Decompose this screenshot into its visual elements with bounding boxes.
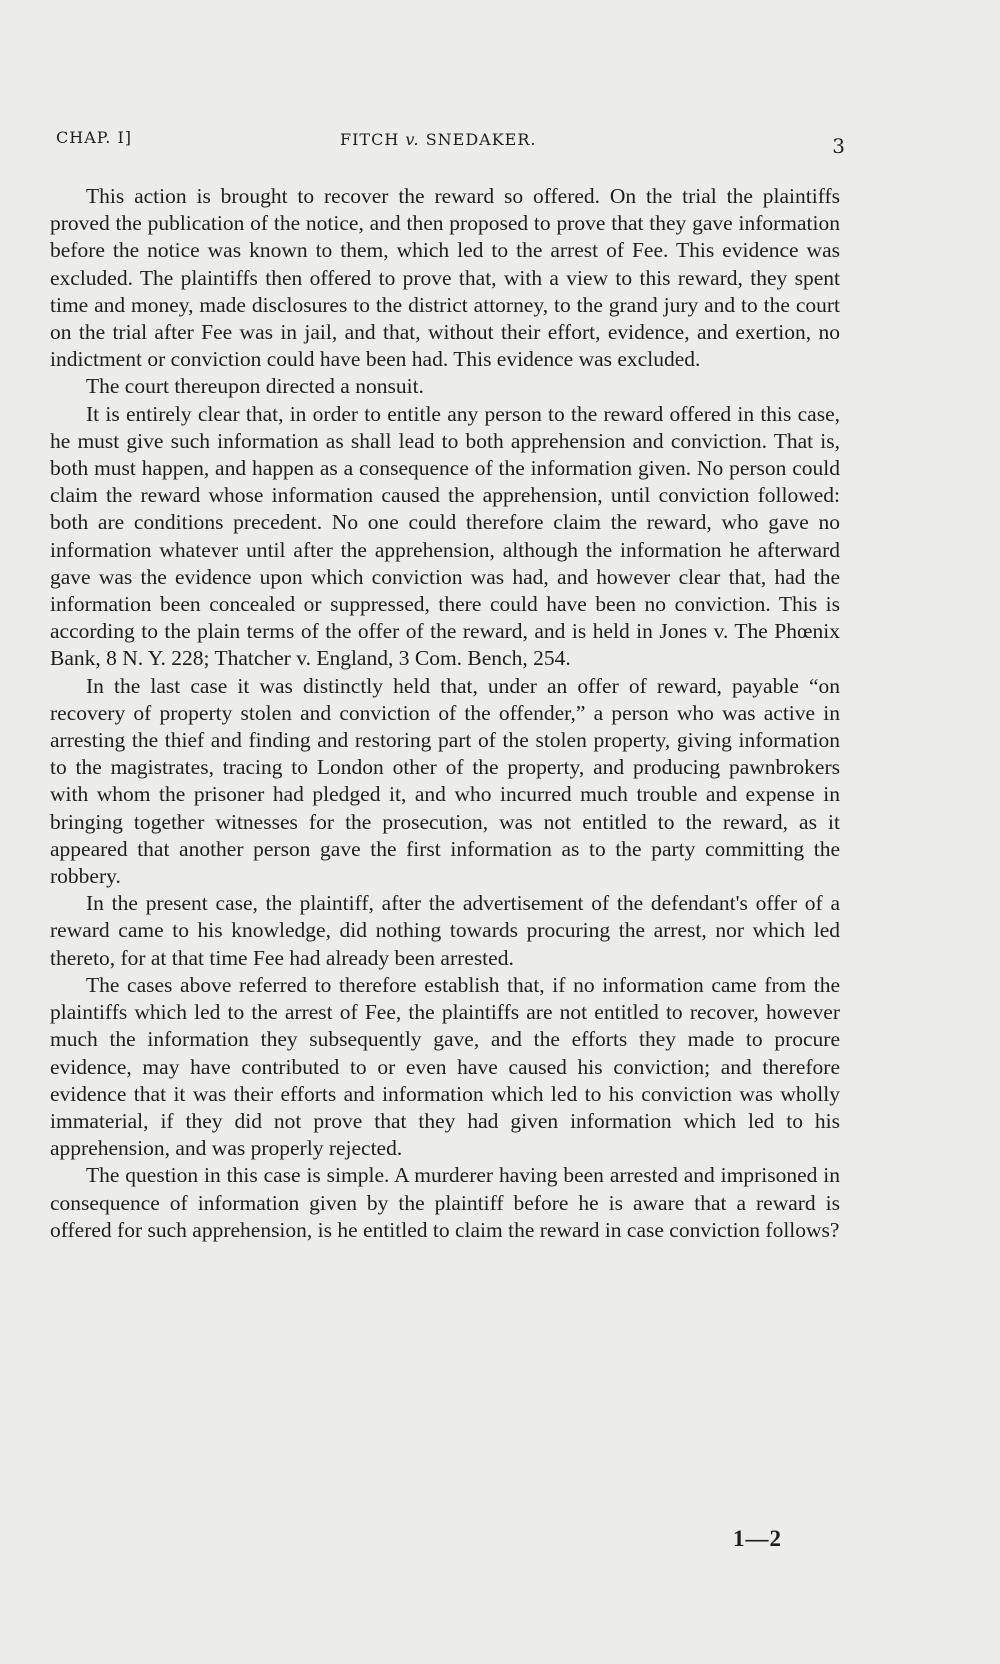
paragraph-3: It is entirely clear that, in order to entitle any person to the reward offered in this case, he must give such information as shall lead to both apprehension and conviction. That is, both must happen, and happen as a consequence of the information given. No person could claim the reward whose information caused the apprehension, until conviction followed: both are conditions precedent. No one could therefore claim the reward, who gave no information whatever until after the apprehension, although the information he afterward gave was the evidence upon which conviction was had, and however clear that, had the information been concealed or suppressed, there could have been no conviction. This is according to the plain terms of the offer of the reward, and is held in Jones v. The Phœnix Bank, 8 N. Y. 228; Thatcher v. England, 3 Com. Bench, 254. — [50, 401, 840, 671]
paragraph-5: In the present case, the plaintiff, after the advertisement of the defendant's offer of a reward came to his knowledge, did nothing towards procuring the arrest, nor which led thereto, for at that time Fee had already been arrested. — [50, 891, 840, 970]
paragraph-2: The court thereupon directed a nonsuit. — [86, 374, 424, 399]
running-head — [56, 128, 846, 158]
paragraph-7: The question in this case is simple. A murderer having been arrested and imprisoned in consequence of information given by the plaintiff before he is aware that a reward is offered for such apprehension, is he entitled to claim the reward in case conviction follows? — [50, 1163, 840, 1242]
paragraph-4: In the last case it was distinctly held that, under an offer of reward, payable “on recovery of property stolen and conviction of the offender,” a person who was active in arresting the thief and finding and restoring part of the stolen property, giving information to the magistrates, tracing to London other of the property, and producing pawnbrokers with whom the prisoner had pledged it, and who incurred much trouble and expense in bringing together witnesses for the prosecution, was not entitled to the reward, as it appeared that another person gave the first information as to the party committing the robbery. — [50, 673, 840, 889]
running-title-after: SNEDAKER. — [419, 130, 537, 149]
running-title — [340, 130, 536, 149]
page-number: 3 — [832, 134, 846, 158]
paragraph-1: This action is brought to recover the reward so offered. On the trial the plaintiffs proved the publication of the notice, and then proposed to prove that they gave information before the notice was known to them, which led to the arrest of Fee. This evidence was excluded. The plaintiffs then offered to prove that, with a view to this reward, they spent time and money, made disclosures to the district attorney, to the grand jury and to the court on the trial after Fee was in jail, and that, without their effort, evidence, and exertion, no indictment or conviction could have been had. This evidence was excluded. — [50, 184, 840, 372]
running-title-before: FITCH — [340, 130, 406, 149]
signature-mark: 1—2 — [733, 1526, 782, 1551]
chapter-label: CHAP. I] — [56, 128, 133, 147]
running-title-v: v. — [405, 130, 420, 149]
paragraph-6: The cases above referred to therefore establish that, if no information came from the plaintiffs which led to the arrest of Fee, the plaintiffs are not entitled to recover, however much the information they subsequently gave, and the efforts they made to procure evidence, may have contributed to or even have caused his conviction; and therefore evidence that it was their efforts and information which led to his conviction was wholly immaterial, if they did not prove that they had given information which led to his apprehension, and was properly rejected. — [50, 972, 840, 1161]
body-text — [50, 183, 840, 1244]
